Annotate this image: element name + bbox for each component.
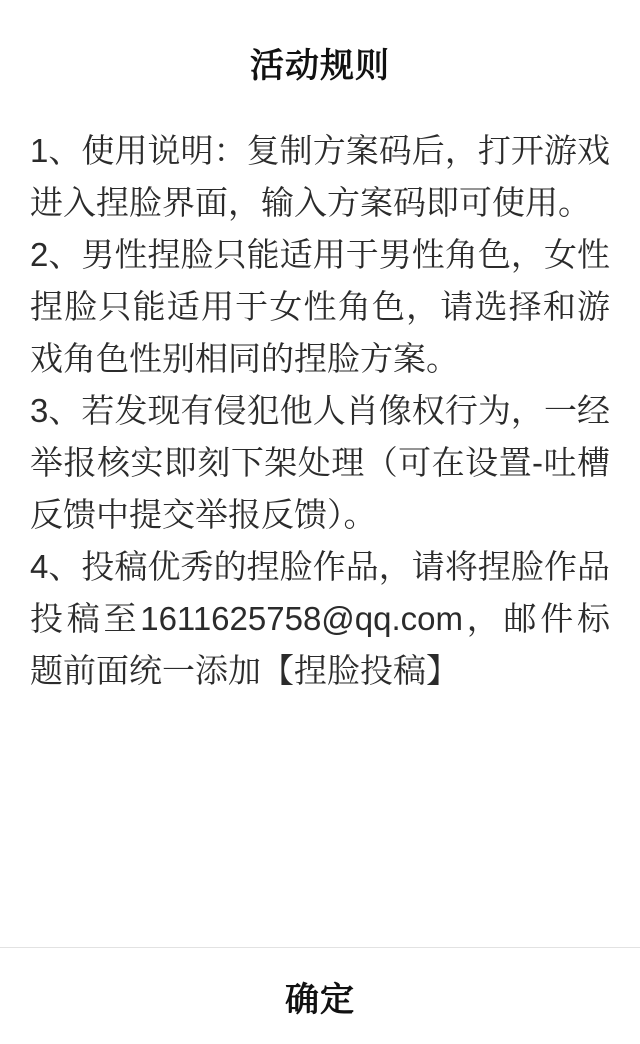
rule-item-2: 2、男性捏脸只能适用于男性角色，女性捏脸只能适用于女性角色，请选择和游戏角色性别相同的捏脸方案。 <box>30 236 610 377</box>
rules-content <box>0 97 640 947</box>
page-title: 活动规则 <box>250 47 390 85</box>
rule-item-4: 4、投稿优秀的捏脸作品，请将捏脸作品投稿至1611625758@qq.com，邮件标题前面统一添加【捏脸投稿】 <box>30 548 610 689</box>
rule-item-1: 1、使用说明：复制方案码后，打开游戏进入捏脸界面，输入方案码即可使用。 <box>30 132 610 221</box>
confirm-button[interactable]: 确定 <box>0 948 640 1044</box>
dialog-footer <box>0 947 640 1044</box>
rule-item-3: 3、若发现有侵犯他人肖像权行为，一经举报核实即刻下架处理（可在设置-吐槽反馈中提交举报反馈）。 <box>30 392 610 533</box>
